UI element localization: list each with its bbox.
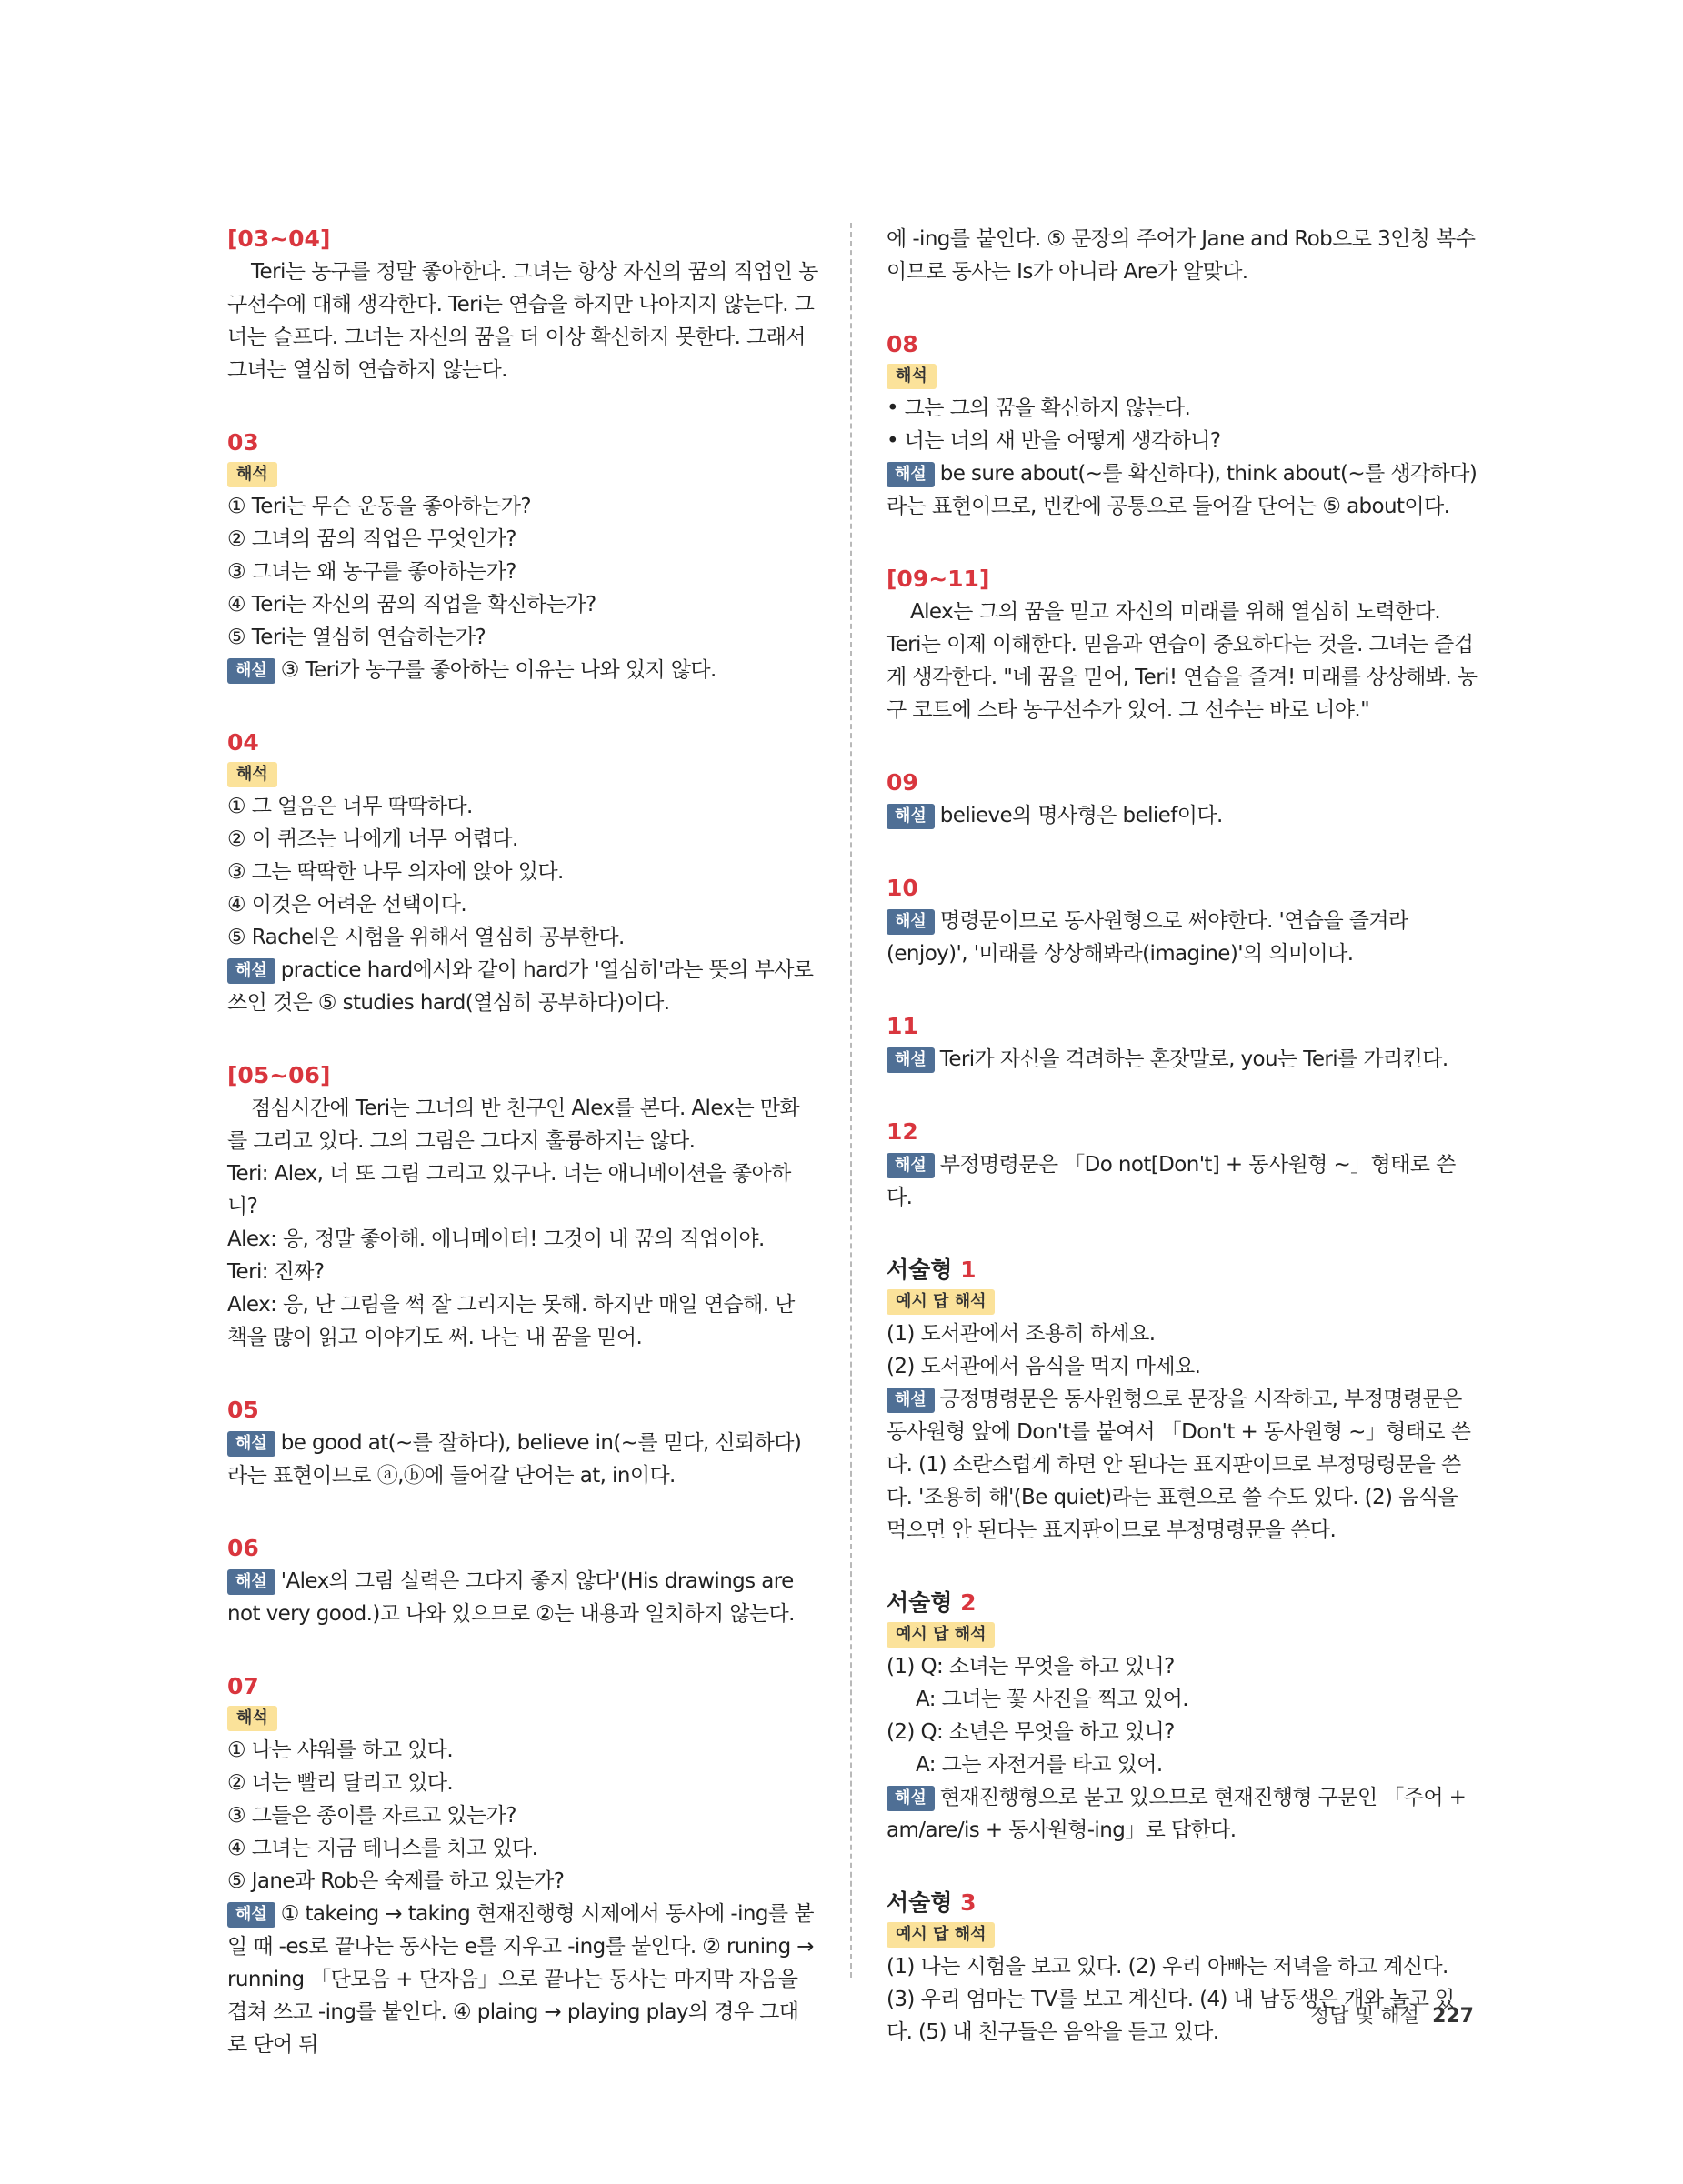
list-item: ① Teri는 무슨 운동을 좋아하는가? [227,495,532,518]
dialogue-line: Alex: 응, 난 그림을 썩 잘 그리지는 못해. 하지만 매일 연습해. 난 책을 많이 읽고 이야기도 써. 나는 내 꿈을 믿어. [227,1293,795,1349]
answer-07 [227,1670,818,2061]
explanation-text: ① takeing → taking 현재진행형 시제에서 동사에 -ing를 붙일 때 -es로 끝나는 동사는 e를 지우고 -ing를 붙인다. ② runing → running 「단모음 + 단자음」으로 끝나는 동사는 마지막 자음을 겹쳐 쓰고 -ing를 붙인다. ④ plaing → playing play의 경우 그대로 단어 뒤 [227,1902,814,2057]
answer-10 [887,872,1478,970]
list-item: ① 그 얼음은 너무 딱딱하다. [227,795,473,818]
dialogue-line: Teri: Alex, 너 또 그림 그리고 있구나. 너는 애니메이션을 좋아하니? [227,1162,791,1218]
explanation-tag: 해설 [887,804,935,829]
explanation-tag: 해설 [887,1153,935,1178]
section-number: 11 [887,1013,918,1039]
right-column [887,223,1478,2089]
answer-04 [227,726,818,1019]
answer-11 [887,1010,1478,1076]
explanation [227,1898,818,2061]
page-footer [1310,2000,1474,2029]
explanation [887,905,1478,970]
passage-05-06 [227,1059,818,1354]
list-item: ④ 이것은 어려운 선택이다. [227,893,467,917]
section-number: 3 [960,1889,977,1916]
list-item: A: 그는 자전거를 타고 있어. [916,1753,1163,1777]
sample-answer-tag: 예시 답 해석 [887,1922,995,1948]
answer-12 [887,1116,1478,1214]
explanation [227,1427,818,1492]
section-number: 1 [960,1257,977,1283]
explanation-text: be sure about(~를 확신하다), think about(~를 생각하다)라는 표현이므로, 빈칸에 공통으로 들어갈 단어는 ⑤ about이다. [887,462,1478,518]
explanation [227,1565,818,1630]
answer-03 [227,426,818,686]
explanation [887,1043,1478,1076]
list-item: (1) 도서관에서 조용히 하세요. [887,1322,1156,1346]
section-number: 03 [227,429,259,456]
sample-answer-tag: 예시 답 해석 [887,1622,995,1648]
passage-text: Alex는 그의 꿈을 믿고 자신의 미래를 위해 열심히 노력한다. Teri는 이제 이해한다. 믿음과 연습이 중요하다는 것을. 그녀는 즐겁게 생각한다. "네 꿈을 믿어, Teri! 연습을 즐겨! 미래를 상상해봐. 농구 코트에 스타 농구선수가 있어. 그 선수는 바로 너야." [887,600,1478,722]
list-item: A: 그녀는 꽃 사진을 찍고 있어. [916,1688,1188,1711]
explanation-text: ③ Teri가 농구를 좋아하는 이유는 나와 있지 않다. [280,658,716,682]
column-divider [850,223,852,1978]
explanation [887,1781,1478,1847]
explanation-text: 긍정명령문은 동사원형으로 문장을 시작하고, 부정명령문은 동사원형 앞에 Don't를 붙여서 「Don't + 동사원형 ~」형태로 쓴다. (1) 소란스럽게 하면 안 된다는 표지판이므로 부정명령문을 쓴다. '조용히 해'(Be quiet)라는 표현으로 쓸 수도 있다. (2) 음식을 먹으면 안 된다는 표지판이므로 부정명령문을 쓴다. [887,1388,1471,1542]
explanation-text: Teri가 자신을 격려하는 혼잣말로, you는 Teri를 가리킨다. [939,1047,1448,1071]
answer-05 [227,1394,818,1492]
explanation [887,799,1478,832]
answer-09 [887,766,1478,832]
explanation [887,1148,1478,1214]
explanation-text: be good at(~를 잘하다), believe in(~를 믿다, 신뢰하다)라는 표현이므로 ⓐ,ⓑ에 들어갈 단어는 at, in이다. [227,1431,802,1488]
explanation-tag: 해설 [887,1388,935,1413]
explanation-text: 현재진행형으로 묻고 있으므로 현재진행형 구문인 「주어 + am/are/is + 동사원형-ing」로 답한다. [887,1786,1467,1842]
section-number: [05~06] [227,1062,331,1088]
explanation-tag: 해설 [227,658,275,684]
section-number: [09~11] [887,566,990,592]
translation-tag: 해석 [227,762,277,787]
explanation-tag: 해설 [227,1431,275,1457]
list-item: ② 너는 빨리 달리고 있다. [227,1771,454,1795]
list-item: ⑤ Rachel은 시험을 위해서 열심히 공부한다. [227,926,625,949]
answer-08 [887,328,1478,523]
translation-tag: 해석 [887,364,937,389]
explanation [227,954,818,1019]
passage-intro: 점심시간에 Teri는 그녀의 반 친구인 Alex를 본다. Alex는 만화를 그리고 있다. 그의 그림은 그다지 훌륭하지는 않다. [227,1097,800,1153]
list-item: ① 나는 샤워를 하고 있다. [227,1738,454,1762]
section-number: 07 [227,1673,259,1699]
list-item: ⑤ Teri는 열심히 연습하는가? [227,626,486,649]
explanation-text: practice hard에서와 같이 hard가 '열심히'라는 뜻의 부사로 쓰인 것은 ⑤ studies hard(열심히 공부하다)이다. [227,958,814,1015]
dialogue-line: Alex: 응, 정말 좋아해. 애니메이터! 그것이 내 꿈의 직업이야. [227,1227,765,1251]
section-number: [03~04] [227,225,331,252]
list-item: ④ 그녀는 지금 테니스를 치고 있다. [227,1837,538,1860]
list-item: ⑤ Jane과 Rob은 숙제를 하고 있는가? [227,1869,565,1893]
list-item: ② 그녀의 꿈의 직업은 무엇인가? [227,527,516,551]
explanation-tag: 해설 [227,1902,275,1928]
footer-label: 정답 및 해설 [1309,2005,1420,2028]
explanation-tag: 해설 [887,1786,935,1811]
answer-text: (1) 나는 시험을 보고 있다. (2) 우리 아빠는 저녁을 하고 계신다. (3) 우리 엄마는 TV를 보고 계신다. (4) 내 남동생은 개와 놀고 있다. (5) 내 친구들은 음악을 듣고 있다. [887,1955,1455,2044]
section-number: 09 [887,769,918,796]
answer-07-continued [887,223,1478,288]
section-title: 서술형 [887,1257,961,1283]
explanation-tag: 해설 [887,1047,935,1073]
sample-answer-tag: 예시 답 해석 [887,1289,995,1315]
explanation-tag: 해설 [887,462,935,487]
section-number: 12 [887,1118,918,1145]
list-item: (2) 도서관에서 음식을 먹지 마세요. [887,1355,1201,1378]
passage-09-11 [887,563,1478,726]
passage-03-04 [227,223,818,386]
section-number: 10 [887,875,918,901]
descriptive-1 [887,1254,1478,1547]
explanation [227,654,818,686]
answer-06 [227,1532,818,1630]
translation-tag: 해석 [227,462,277,487]
explanation-tag: 해설 [227,958,275,984]
list-item: • 너는 너의 새 반을 어떻게 생각하니? [887,429,1221,453]
explanation-tag: 해설 [227,1569,275,1595]
explanation-text: believe의 명사형은 belief이다. [939,804,1223,827]
list-item: ③ 그는 딱딱한 나무 의자에 앉아 있다. [227,860,564,884]
explanation-text: 명령문이므로 동사원형으로 써야한다. '연습을 즐겨라(enjoy)', '미래를 상상해봐라(imagine)'의 의미이다. [887,909,1408,966]
section-number: 08 [887,331,918,357]
continued-text: 에 -ing를 붙인다. ⑤ 문장의 주어가 Jane and Rob으로 3인칭 복수이므로 동사는 Is가 아니라 Are가 알맞다. [887,227,1476,284]
list-item: • 그는 그의 꿈을 확신하지 않는다. [887,396,1191,420]
explanation-text: 'Alex의 그림 실력은 그다지 좋지 않다'(His drawings are not very good.)고 나와 있으므로 ②는 내용과 일치하지 않는다. [227,1569,795,1626]
descriptive-2 [887,1587,1478,1847]
list-item: (1) Q: 소녀는 무엇을 하고 있니? [887,1655,1175,1678]
list-item: ② 이 퀴즈는 나에게 너무 어렵다. [227,827,518,851]
explanation-tag: 해설 [887,909,935,935]
translation-tag: 해석 [227,1706,277,1731]
section-number: 05 [227,1397,259,1423]
list-item: ③ 그녀는 왜 농구를 좋아하는가? [227,560,516,584]
list-item: ③ 그들은 종이를 자르고 있는가? [227,1804,516,1828]
section-title: 서술형 [887,1889,961,1916]
explanation [887,1383,1478,1547]
passage-text: Teri는 농구를 정말 좋아한다. 그녀는 항상 자신의 꿈의 직업인 농구선수에 대해 생각한다. Teri는 연습을 하지만 나아지지 않는다. 그녀는 슬프다. 그녀는 자신의 꿈을 더 이상 확신하지 못한다. 그래서 그녀는 열심히 연습하지 않는다. [227,260,818,382]
explanation-text: 부정명령문은 「Do not[Don't] + 동사원형 ~」형태로 쓴다. [887,1153,1456,1209]
list-item: (2) Q: 소년은 무엇을 하고 있니? [887,1720,1175,1744]
dialogue-line: Teri: 진짜? [227,1260,325,1284]
section-number: 04 [227,729,259,756]
page-number: 227 [1432,2005,1474,2028]
list-item: ④ Teri는 자신의 꿈의 직업을 확신하는가? [227,593,596,616]
section-number: 2 [960,1589,977,1616]
explanation [887,457,1478,523]
section-number: 06 [227,1535,259,1561]
left-column [227,223,818,2101]
section-title: 서술형 [887,1589,961,1616]
